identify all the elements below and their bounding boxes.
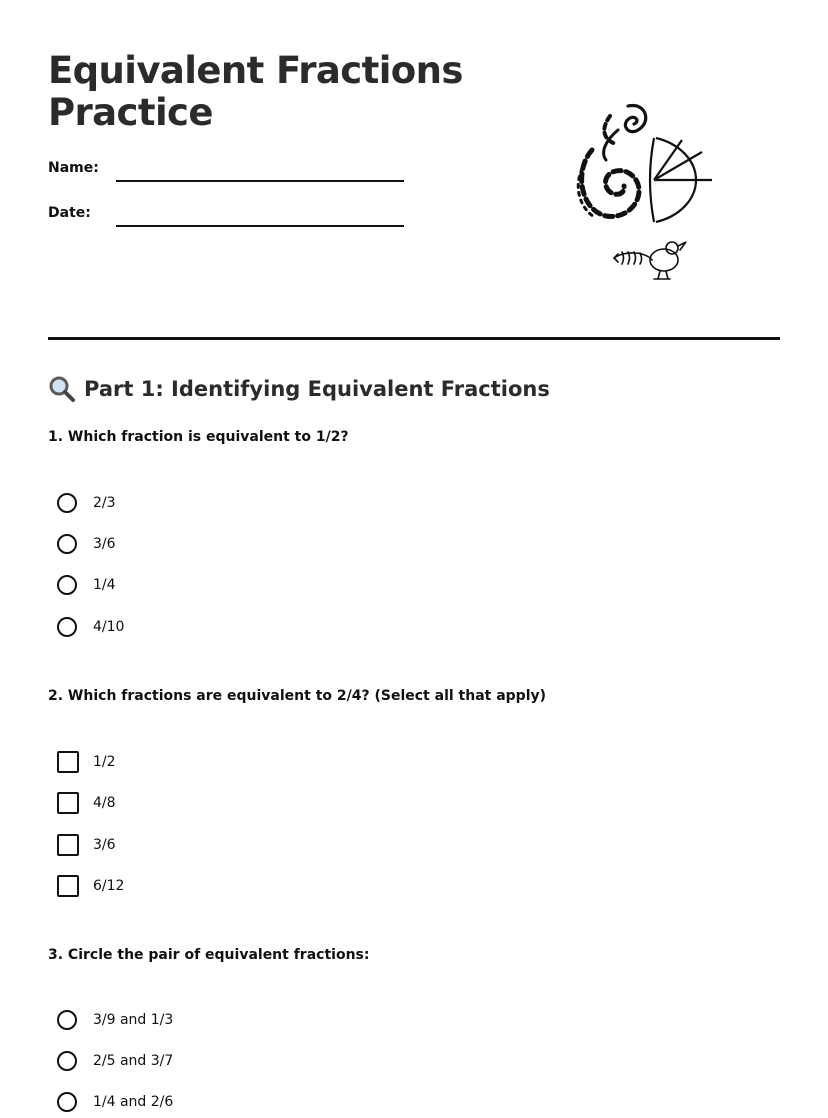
- name-field[interactable]: [116, 180, 404, 182]
- spiral-icon: [578, 105, 645, 218]
- radio-button[interactable]: [57, 1010, 77, 1030]
- q2-option-2[interactable]: [57, 790, 116, 816]
- q1-option-2[interactable]: [57, 531, 116, 557]
- spiral-pie-chart-and-bird-logo: [566, 100, 718, 280]
- q2-option-1[interactable]: [57, 749, 116, 775]
- magnifying-glass-icon: [48, 375, 76, 403]
- radio-button[interactable]: [57, 575, 77, 595]
- section-divider: [48, 337, 780, 340]
- q1-option-1[interactable]: [57, 490, 116, 516]
- checkbox[interactable]: [57, 792, 79, 814]
- checkbox[interactable]: [57, 834, 79, 856]
- question-3: 3. Circle the pair of equivalent fractions:: [48, 947, 370, 963]
- part1-heading-text: Part 1: Identifying Equivalent Fractions: [84, 377, 550, 401]
- q3-option-2[interactable]: [57, 1048, 173, 1074]
- option-label: 2/5 and 3/7: [93, 1053, 174, 1069]
- pie-chart-icon: [650, 138, 712, 222]
- option-label: 1/4 and 2/6: [93, 1094, 174, 1110]
- q3-option-1[interactable]: [57, 1007, 173, 1033]
- q2-option-4[interactable]: [57, 873, 124, 899]
- option-label: 3/6: [93, 536, 116, 552]
- bird-icon: [614, 242, 686, 279]
- option-label: 3/9 and 1/3: [93, 1012, 174, 1028]
- part1-heading: [48, 374, 550, 404]
- option-label: 4/10: [93, 619, 125, 635]
- radio-button[interactable]: [57, 1092, 77, 1112]
- radio-button[interactable]: [57, 493, 77, 513]
- option-label: 2/3: [93, 495, 116, 511]
- checkbox[interactable]: [57, 875, 79, 897]
- q1-option-4[interactable]: [57, 614, 124, 640]
- date-field[interactable]: [116, 225, 404, 227]
- option-label: 1/4: [93, 577, 116, 593]
- radio-button[interactable]: [57, 534, 77, 554]
- question-1: 1. Which fraction is equivalent to 1/2?: [48, 429, 349, 445]
- date-label: Date:: [48, 205, 91, 221]
- q1-option-3[interactable]: [57, 572, 116, 598]
- question-2: 2. Which fractions are equivalent to 2/4? (Select all that apply): [48, 688, 547, 704]
- radio-button[interactable]: [57, 1051, 77, 1071]
- q2-option-3[interactable]: [57, 832, 116, 858]
- radio-button[interactable]: [57, 617, 77, 637]
- option-label: 3/6: [93, 837, 116, 853]
- option-label: 6/12: [93, 878, 125, 894]
- page-title: Equivalent Fractions Practice: [48, 49, 463, 134]
- name-label: Name:: [48, 160, 99, 176]
- option-label: 4/8: [93, 795, 116, 811]
- q3-option-3[interactable]: [57, 1089, 173, 1115]
- checkbox[interactable]: [57, 751, 79, 773]
- option-label: 1/2: [93, 754, 116, 770]
